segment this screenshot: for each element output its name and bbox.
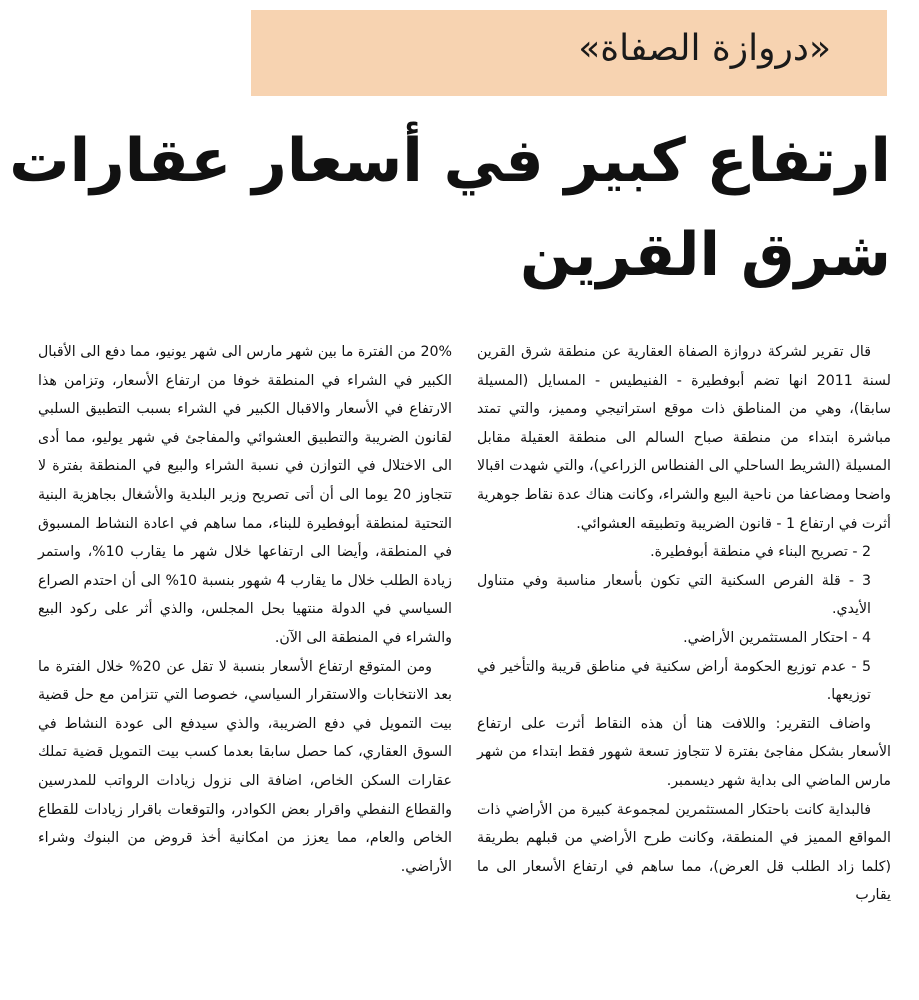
headline-line-1: ارتفاع كبير في أسعار عقارات [9,126,891,196]
article-paragraph-4: 20% من الفترة ما بين شهر مارس الى شهر يونيو، مما دفع الى الأقبال الكبير في الشراء في المنطقة خوفا من ارتفاع الأسعار، وتزامن هذا الارتفاع في الأسعار والاقبال الكبير في الشراء بسبب التطبيق السلبي لقانون الضريبة والتطبيق العشوائي والمفاجئ في شهر يوليو، مما أدى الى الاختلال في التوازن في نسبة الشراء والبيع في المنطقة بفترة لا تتجاوز 20 يوما الى أن أتى تصريح وزير البلدية والأشغال بجاهزية البنية التحتية لمنطقة أبوفطيرة للبناء، مما ساهم في اعادة النشاط المسبوق في المنطقة، وأيضا الى ارتفاعها خلال شهر ما يقارب 10%، واستمر زيادة الطلب خلال ما يقارب 4 شهور بنسبة 10% الى أن احتدم الصراع السياسي في الدولة منتهيا بحل المجلس، والذي أثر على ركود البيع والشراء في المنطقة الى الآن. [38,344,452,646]
list-item-5: 5 - عدم توزيع الحكومة أراض سكنية في مناطق قريبة والتأخير في توزيعها. [477,658,871,704]
article-intro-paragraph: قال تقرير لشركة دروازة الصفاة العقارية عن منطقة شرق القرين لسنة 2011 انها تضم أبوفطيرة - الفنيطيس - المسايل (المسيلة سابقا)، وهي من المناطق ذات موقع استراتيجي ومميز، والتي تمتد مباشرة ابتداء من منطقة صباح السالم الى منطقة العقيلة مقابل المسيلة (الشريط الساحلي الى الفنطاس الزراعي)، والتي شهدت اقبالا واضحا ومضاعفا من ناحية البيع والشراء، وكانت هناك عدة نقاط جوهرية أثرت في ارتفاع 1 - قانون الضريبة وتطبيقه العشوائي. [477,344,891,532]
headline [9,114,891,302]
kicker-label: «دروازة الصفاة» [578,28,831,69]
headline-line-2: شرق القرين [520,220,891,290]
article-column-right [477,338,891,910]
list-item-2: 2 - تصريح البناء في منطقة أبوفطيرة. [650,544,871,561]
kicker-band [251,10,887,96]
list-item-3: 3 - قلة الفرص السكنية التي تكون بأسعار مناسبة وفي متناول الأيدي. [477,572,871,618]
article-paragraph-2: واضاف التقرير: واللافت هنا أن هذه النقاط أثرت على ارتفاع الأسعار بشكل مفاجئ بفترة لا تتجاوز تسعة شهور فقط ابتداء من شهر مارس الماضي الى بداية شهر ديسمبر. [477,715,891,789]
article-column-left [38,338,452,881]
article-paragraph-3: فالبداية كانت باحتكار المستثمرين لمجموعة كبيرة من الأراضي ذات المواقع المميز في المنطقة، وكانت طرح الأراضي من قبلهم بطريقة (كلما زاد الطلب قل العرض)، مما ساهم في ارتفاع الأسعار الى ما يقارب [477,801,891,904]
article-paragraph-5: ومن المتوقع ارتفاع الأسعار بنسبة لا تقل عن 20% خلال الفترة ما بعد الانتخابات والاستقرار السياسي، خصوصا التي تتزامن مع حل قضية بيت التمويل في دفع الضريبة، والذي سيدفع الى عودة النشاط في السوق العقاري، كما حصل سابقا بعدما كسب بيت التمويل قضية تملك عقارات السكن الخاص، اضافة الى نزول زيادات الرواتب للمدرسين والقطاع النفطي واقرار بعض الكوادر، والتوقعات باقرار زيادات للقطاع الخاص والعام، مما يعزز من امكانية أخذ قروض من البنوك وشراء الأراضي. [38,658,452,875]
list-item-4: 4 - احتكار المستثمرين الأراضي. [683,629,871,646]
